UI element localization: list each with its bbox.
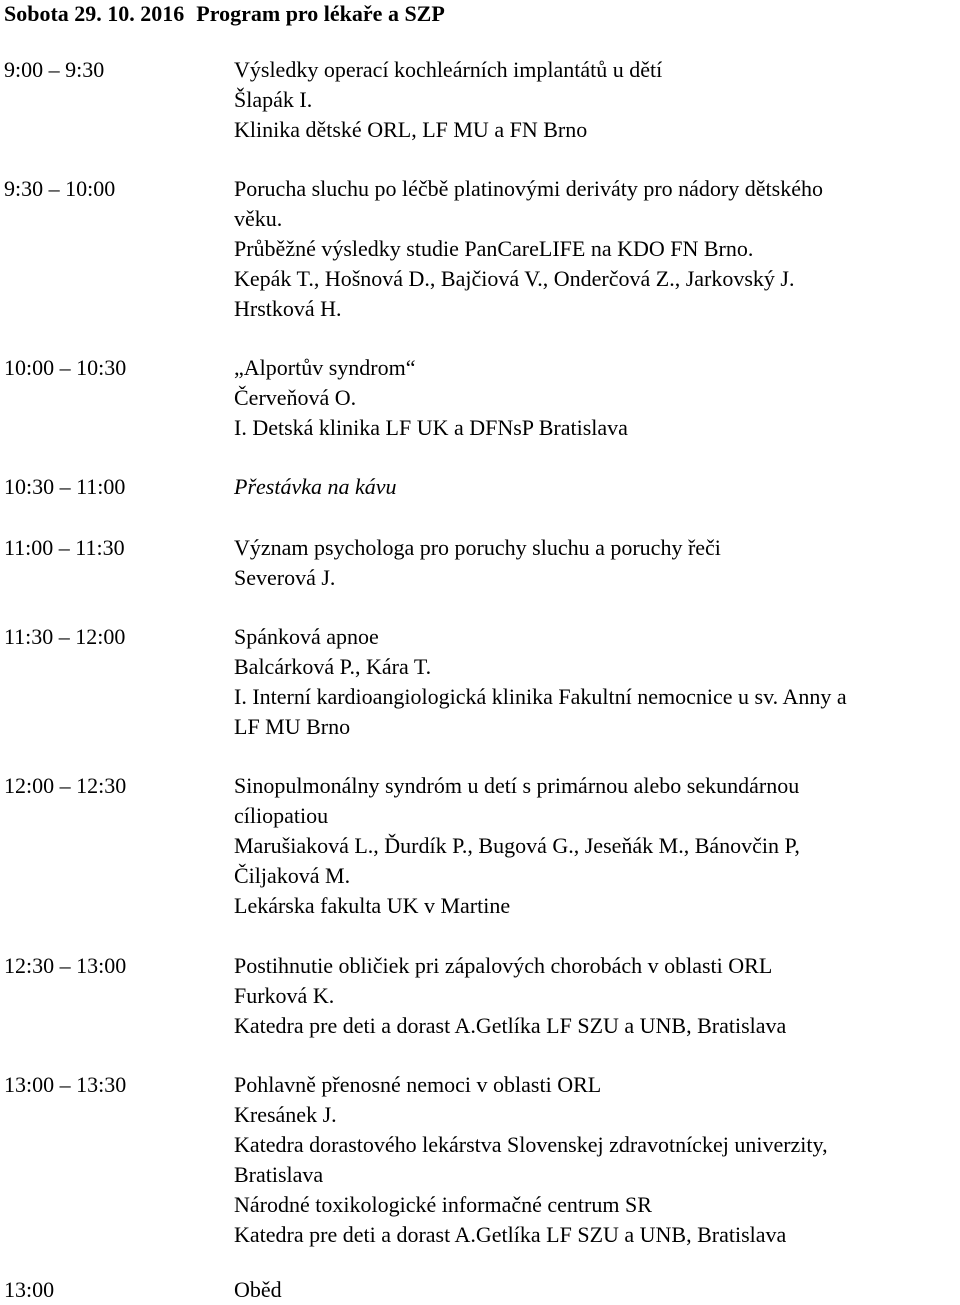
entry-time: 12:00 – 12:30 xyxy=(4,773,127,798)
entry-affiliation: I. Interní kardioangiologická klinika Fakultní nemocnice u sv. Anny a xyxy=(234,684,847,709)
entry-lines xyxy=(234,55,960,145)
entry-affiliation: Národné toxikologické informačné centrum SR xyxy=(234,1192,652,1217)
entry-title: Spánková apnoe xyxy=(234,624,379,649)
entry-time: 9:00 – 9:30 xyxy=(4,57,105,82)
entry-lines xyxy=(234,174,960,324)
entry-affiliation: Katedra pre deti a dorast A.Getlíka LF SZU a UNB, Bratislava xyxy=(234,1013,787,1038)
entry-affiliation: Katedra pre deti a dorast A.Getlíka LF SZU a UNB, Bratislava xyxy=(234,1222,787,1247)
coffee-break: Přestávka na kávu xyxy=(234,474,397,499)
entry-subtitle: Průběžné výsledky studie PanCareLIFE na KDO FN Brno. xyxy=(234,236,754,261)
program-header xyxy=(4,0,445,28)
entry-affiliation: I. Detská klinika LF UK a DFNsP Bratislava xyxy=(234,415,628,440)
entry-affiliation: Katedra dorastového lekárstva Slovenskej zdravotníckej univerzity, xyxy=(234,1132,828,1157)
entry-time: 11:00 – 11:30 xyxy=(4,535,125,560)
entry-author: Červeňová O. xyxy=(234,385,357,410)
entry-title: věku. xyxy=(234,206,283,231)
entry-time: 11:30 – 12:00 xyxy=(4,624,126,649)
entry-author: Šlapák I. xyxy=(234,87,313,112)
entry-author: Čiljaková M. xyxy=(234,863,351,888)
entry-affiliation: LF MU Brno xyxy=(234,714,351,739)
entry-lines xyxy=(234,472,960,502)
entry-time: 10:30 – 11:00 xyxy=(4,474,126,499)
entry-lines xyxy=(234,951,960,1041)
entry-title: Význam psychologa pro poruchy sluchu a poruchy řeči xyxy=(234,535,721,560)
entry-time: 13:00 xyxy=(4,1277,55,1302)
entry-title: Sinopulmonálny syndróm u detí s primárnou alebo sekundárnou xyxy=(234,773,800,798)
entry-affiliation: Bratislava xyxy=(234,1162,324,1187)
entry-author: Hrstková H. xyxy=(234,296,342,321)
entry-title: cíliopatiou xyxy=(234,803,329,828)
program-title: Program pro lékaře a SZP xyxy=(196,1,445,26)
entry-author: Marušiaková L., Ďurdík P., Bugová G., Jeseňák M., Bánovčin P, xyxy=(234,833,800,858)
entry-lines xyxy=(234,622,960,742)
entry-title: Postihnutie obličiek pri zápalových chorobách v oblasti ORL xyxy=(234,953,773,978)
entry-author: Balcárková P., Kára T. xyxy=(234,654,432,679)
lunch-break: Oběd xyxy=(234,1277,282,1302)
entry-time: 12:30 – 13:00 xyxy=(4,953,127,978)
entry-time: 13:00 – 13:30 xyxy=(4,1072,127,1097)
entry-title: Pohlavně přenosné nemoci v oblasti ORL xyxy=(234,1072,602,1097)
entry-lines xyxy=(234,353,960,443)
entry-author: Kresánek J. xyxy=(234,1102,337,1127)
entry-affiliation: Lekárska fakulta UK v Martine xyxy=(234,893,511,918)
entry-lines xyxy=(234,1070,960,1250)
entry-time: 10:00 – 10:30 xyxy=(4,355,127,380)
entry-title: Výsledky operací kochleárních implantátů u dětí xyxy=(234,57,663,82)
entry-author: Kepák T., Hošnová D., Bajčiová V., Onderčová Z., Jarkovský J. xyxy=(234,266,795,291)
program-date: Sobota 29. 10. 2016 xyxy=(4,1,185,26)
entry-lines xyxy=(234,771,960,921)
entry-affiliation: Klinika dětské ORL, LF MU a FN Brno xyxy=(234,117,588,142)
entry-author: Severová J. xyxy=(234,565,336,590)
entry-title: „Alportův syndrom“ xyxy=(234,355,416,380)
entry-title: Porucha sluchu po léčbě platinovými deriváty pro nádory dětského xyxy=(234,176,823,201)
entry-author: Furková K. xyxy=(234,983,335,1008)
entry-time: 9:30 – 10:00 xyxy=(4,176,116,201)
entry-lines xyxy=(234,533,960,593)
